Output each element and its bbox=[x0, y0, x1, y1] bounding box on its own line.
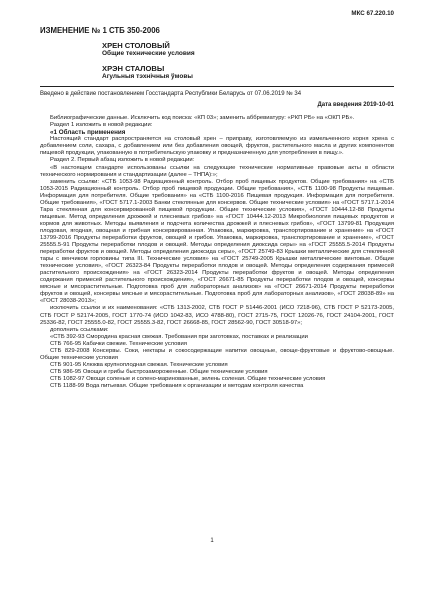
paragraph-replace-refs: заменить ссылки: «СТБ 1053-98 Радиационный контроль. Отбор проб пищевых продуктов. Общие требования» на «СТБ 1053-2015 Радиационный контроль. Отбор проб пищевой продукции. Общие требования», «СТБ 1100-98 Продукты пищевые. Информация для потребителя. Общие требования» на «СТБ 1100-2016 Пищевая продукция. Информация для потребителя. Общие требования», «ГОСТ 5717.1-2003 Банки стеклянные для консервов. Общие технические условия» на «ГОСТ 5717.1-2014 Тара стеклянная для консервированной пищевой продукции. Общие технические условия», «ГОСТ 10444.12-88 Продукты пищевые. Метод определения дрожжей и плесневых грибов» на «ГОСТ 10444.12-2013 Микробиология пищевых продуктов и кормов для животных. Методы выявления и подсчета количества дрожжей и плесневых грибов», «ГОСТ 13799-81 Продукция плодовая, ягодная, овощная и грибная консервированная. Упаковка, маркировка, транспортирование и хранение» на «ГОСТ 13799-2016 Продукты переработки фруктов, овощей и грибов. Упаковка, маркировка, транспортирование и хранение», «ГОСТ 25555.5-91 Продукты переработки плодов и овощей. Методы определения диоксида серы» на «ГОСТ 25555.5-2014 Продукты переработки фруктов и овощей. Методы определения диоксида серы», «ГОСТ 25749-83 Крышки металлические для стеклянной тары с венчиком горловины типа III. Технические условия» на «ГОСТ 25749-2005 Крышки металлические винтовые. Общие технические условия», «ГОСТ 26323-84 Продукты переработки плодов и овощей. Методы определения содержания примесей растительного происхождения» на «ГОСТ 26323-2014 Продукты переработки фруктов и овощей. Методы определения содержания примесей растительного происхождения», «ГОСТ 26671-85 Продукты переработки плодов и овощей, консервы мясные и мясорастительные. Подготовка проб для лабораторных анализов» на «ГОСТ 26671-2014 Продукты переработки фруктов и овощей, консервы мясные и мясорастительные. Подготовка проб для лабораторных анализов», «ГОСТ 28038-89» на «ГОСТ 28038-2013»; bbox=[40, 178, 394, 305]
introduction-date: Дата введения 2019-10-01 bbox=[317, 102, 394, 109]
paragraph-scope: Настоящий стандарт распространяется на столовый хрен – приправу, изготовляемую из измельченного корня хрена с добавлением соли, сахара, с добавлением или без добавления овощей, фруктов, растительного масла и других компонентов пищевой продукции, упакованную в потребительскую упаковку и предназначенную для употребления в пищу.». bbox=[40, 136, 394, 157]
reference-item: СТБ 986-95 Овощи и грибы быстрозамороженные. Общие технические условия bbox=[50, 368, 268, 375]
page-number: 1 bbox=[210, 538, 214, 544]
reference-item: СТБ 1082-97 Овощи соленые и солено-маринованные, зелень соленая. Общие технические условия bbox=[50, 375, 326, 382]
body-text bbox=[40, 115, 394, 390]
mks-code: МКС 67.220.10 bbox=[351, 10, 394, 17]
paragraph-exclude-refs: исключить ссылки и их наименования: «СТБ 1313-2002, СТБ ГОСТ Р 51446-2001 (ИСО 7218-96), СТБ ГОСТ Р 52173-2005, СТБ ГОСТ Р 52174-2005, ГОСТ 1770-74 (ИСО 1042-83, ИСО 4788-80), ГОСТ 2715-75, ГОСТ 12026-76, ГОСТ 24104-2001, ГОСТ 25336-82, ГОСТ 25555.0-82, ГОСТ 25555.3-82, ГОСТ 26668-85, ГОСТ 28562-90, ГОСТ 30518-97»; bbox=[40, 305, 394, 326]
paragraph-add-refs-intro: дополнить ссылками: bbox=[50, 326, 109, 333]
reference-item: СТБ 766-95 Кабачки свежие. Технические условия bbox=[50, 340, 187, 347]
title-by-sub: Агульныя тэхнічныя ўмовы bbox=[102, 73, 193, 80]
reference-item: СТБ 829-2008 Консервы. Соки, нектары и сокосодержащие напитки овощные, овоще-фруктовые и фруктово-овощные. Общие технические условия bbox=[40, 347, 394, 361]
reference-item: СТБ 1188-99 Вода питьевая. Общие требования к организации и методам контроля качества bbox=[50, 382, 304, 389]
paragraph-section2-intro: Раздел 2. Первый абзац изложить в новой редакции: bbox=[50, 157, 195, 164]
reference-item: СТБ 901-95 Клюква крупноплодная свежая. Технические условия bbox=[50, 361, 228, 368]
title-ru-sub: Общие технические условия bbox=[102, 50, 195, 57]
intro-line: Введено в действие постановлением Госстандарта Республики Беларусь от 07.06.2019 № 34 bbox=[40, 91, 302, 98]
title-ru-main: ХРЕН СТОЛОВЫЙ bbox=[102, 41, 170, 50]
title-by-main: ХРЭН СТАЛОВЫ bbox=[102, 64, 165, 73]
paragraph-section2-text: «В настоящем стандарте использованы ссылки на следующие технические нормативные правовые акты в области технического нормирования и стандартизации (далее – ТНПА):»; bbox=[40, 164, 394, 178]
section1-heading: «1 Область применения bbox=[50, 129, 126, 137]
amendment-title: ИЗМЕНЕНИЕ № 1 СТБ 350-2006 bbox=[40, 26, 160, 35]
paragraph-biblio: Библиографические данные. Исключить код поиска: «КП 03»; заменить аббревиатуру: «РКП РБ» на «ОКП РБ». bbox=[50, 115, 355, 122]
standard-titles bbox=[102, 41, 394, 81]
paragraph-section1-intro: Раздел 1 изложить в новой редакции: bbox=[50, 122, 153, 129]
title-divider bbox=[40, 86, 394, 87]
reference-item: «СТБ 392-93 Смородина красная свежая. Требования при заготовках, поставках и реализации bbox=[50, 333, 308, 340]
